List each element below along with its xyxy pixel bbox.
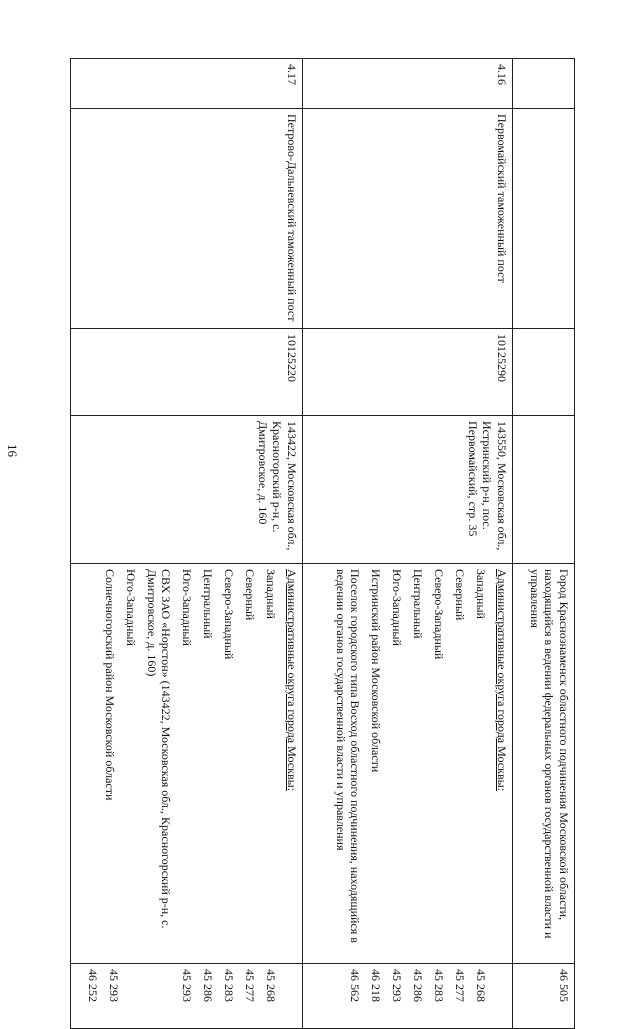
table-row [303, 59, 513, 1029]
okato-codes [303, 964, 513, 1029]
okato-code: 45 268 [264, 969, 278, 1002]
zone-item: Юго-Западный [390, 569, 405, 646]
top-row-text: Город Краснознаменск областного подчинения Московской области, находящийся в ведении федеральных органов государственной власти и управления [513, 564, 575, 964]
okato-code: 45 277 [453, 969, 467, 1002]
okato-code: 45 286 [201, 969, 215, 1002]
row-number: 4.16 [303, 59, 513, 109]
okato-codes [71, 964, 303, 1029]
okato-code: 46 562 [348, 969, 362, 1002]
okato-code: 45 277 [243, 969, 257, 1002]
okato-code: 45 283 [222, 969, 236, 1002]
zone-item: Центральный [411, 569, 426, 639]
zone-item: Поселок городского типа Восход областного подчинения, находящийся в ведении органов государственной власти и управления [333, 569, 363, 943]
zone-item: Северо-Западный [222, 569, 237, 660]
okato-code: 45 293 [107, 969, 121, 1002]
zone-item: Северный [453, 569, 468, 621]
okato-code: 45 283 [432, 969, 446, 1002]
table-row [71, 59, 303, 1029]
okato-code: 46 218 [369, 969, 383, 1002]
table-row [513, 59, 575, 1029]
zone-heading: Административные округа города Москвы: [495, 569, 509, 792]
okato-code: 45 268 [474, 969, 488, 1002]
zone-list [71, 564, 303, 964]
zone-item: Западный [474, 569, 489, 619]
post-address: 143550, Московская обл., Истринский р-н, пос. Первомайский, стр. 35 [303, 416, 513, 564]
post-code: 10125290 [303, 329, 513, 416]
okato-code: 45 293 [180, 969, 194, 1002]
post-name: Петрово-Дальневский таможенный пост [71, 109, 303, 329]
zone-item: Северный [243, 569, 258, 621]
top-row-code: 46 505 [513, 964, 575, 1029]
okato-code: 46 252 [86, 969, 100, 1002]
okato-code: 45 286 [411, 969, 425, 1002]
zone-item: Юго-Западный [180, 569, 195, 646]
post-address: 143422, Московская обл., Красногорский р-н, с. Дмитровское, д. 160 [71, 416, 303, 564]
customs-table [70, 58, 575, 1029]
post-code: 10125220 [71, 329, 303, 416]
post-name: Первомайский таможенный пост [303, 109, 513, 329]
zone-list [303, 564, 513, 964]
zone-item: СВХ ЗАО «Норстон» (143422, Московская обл., Красногорский р-н, с. Дмитровское, д. 160) [144, 569, 174, 929]
zone-item: Центральный [201, 569, 216, 639]
zone-item: Западный [264, 569, 279, 619]
okato-code: 45 293 [390, 969, 404, 1002]
row-number: 4.17 [71, 59, 303, 109]
zone-item: Истринский район Московской области [369, 569, 384, 773]
zone-item: Юго-Западный [124, 569, 139, 646]
zone-item: Солнечногорский район Московской области [103, 569, 118, 801]
zone-item: Северо-Западный [432, 569, 447, 660]
rotated-page [70, 58, 575, 1002]
okato-code [127, 969, 173, 1023]
page-number: 16 [5, 444, 20, 457]
zone-heading: Административные округа города Москвы: [285, 569, 299, 792]
